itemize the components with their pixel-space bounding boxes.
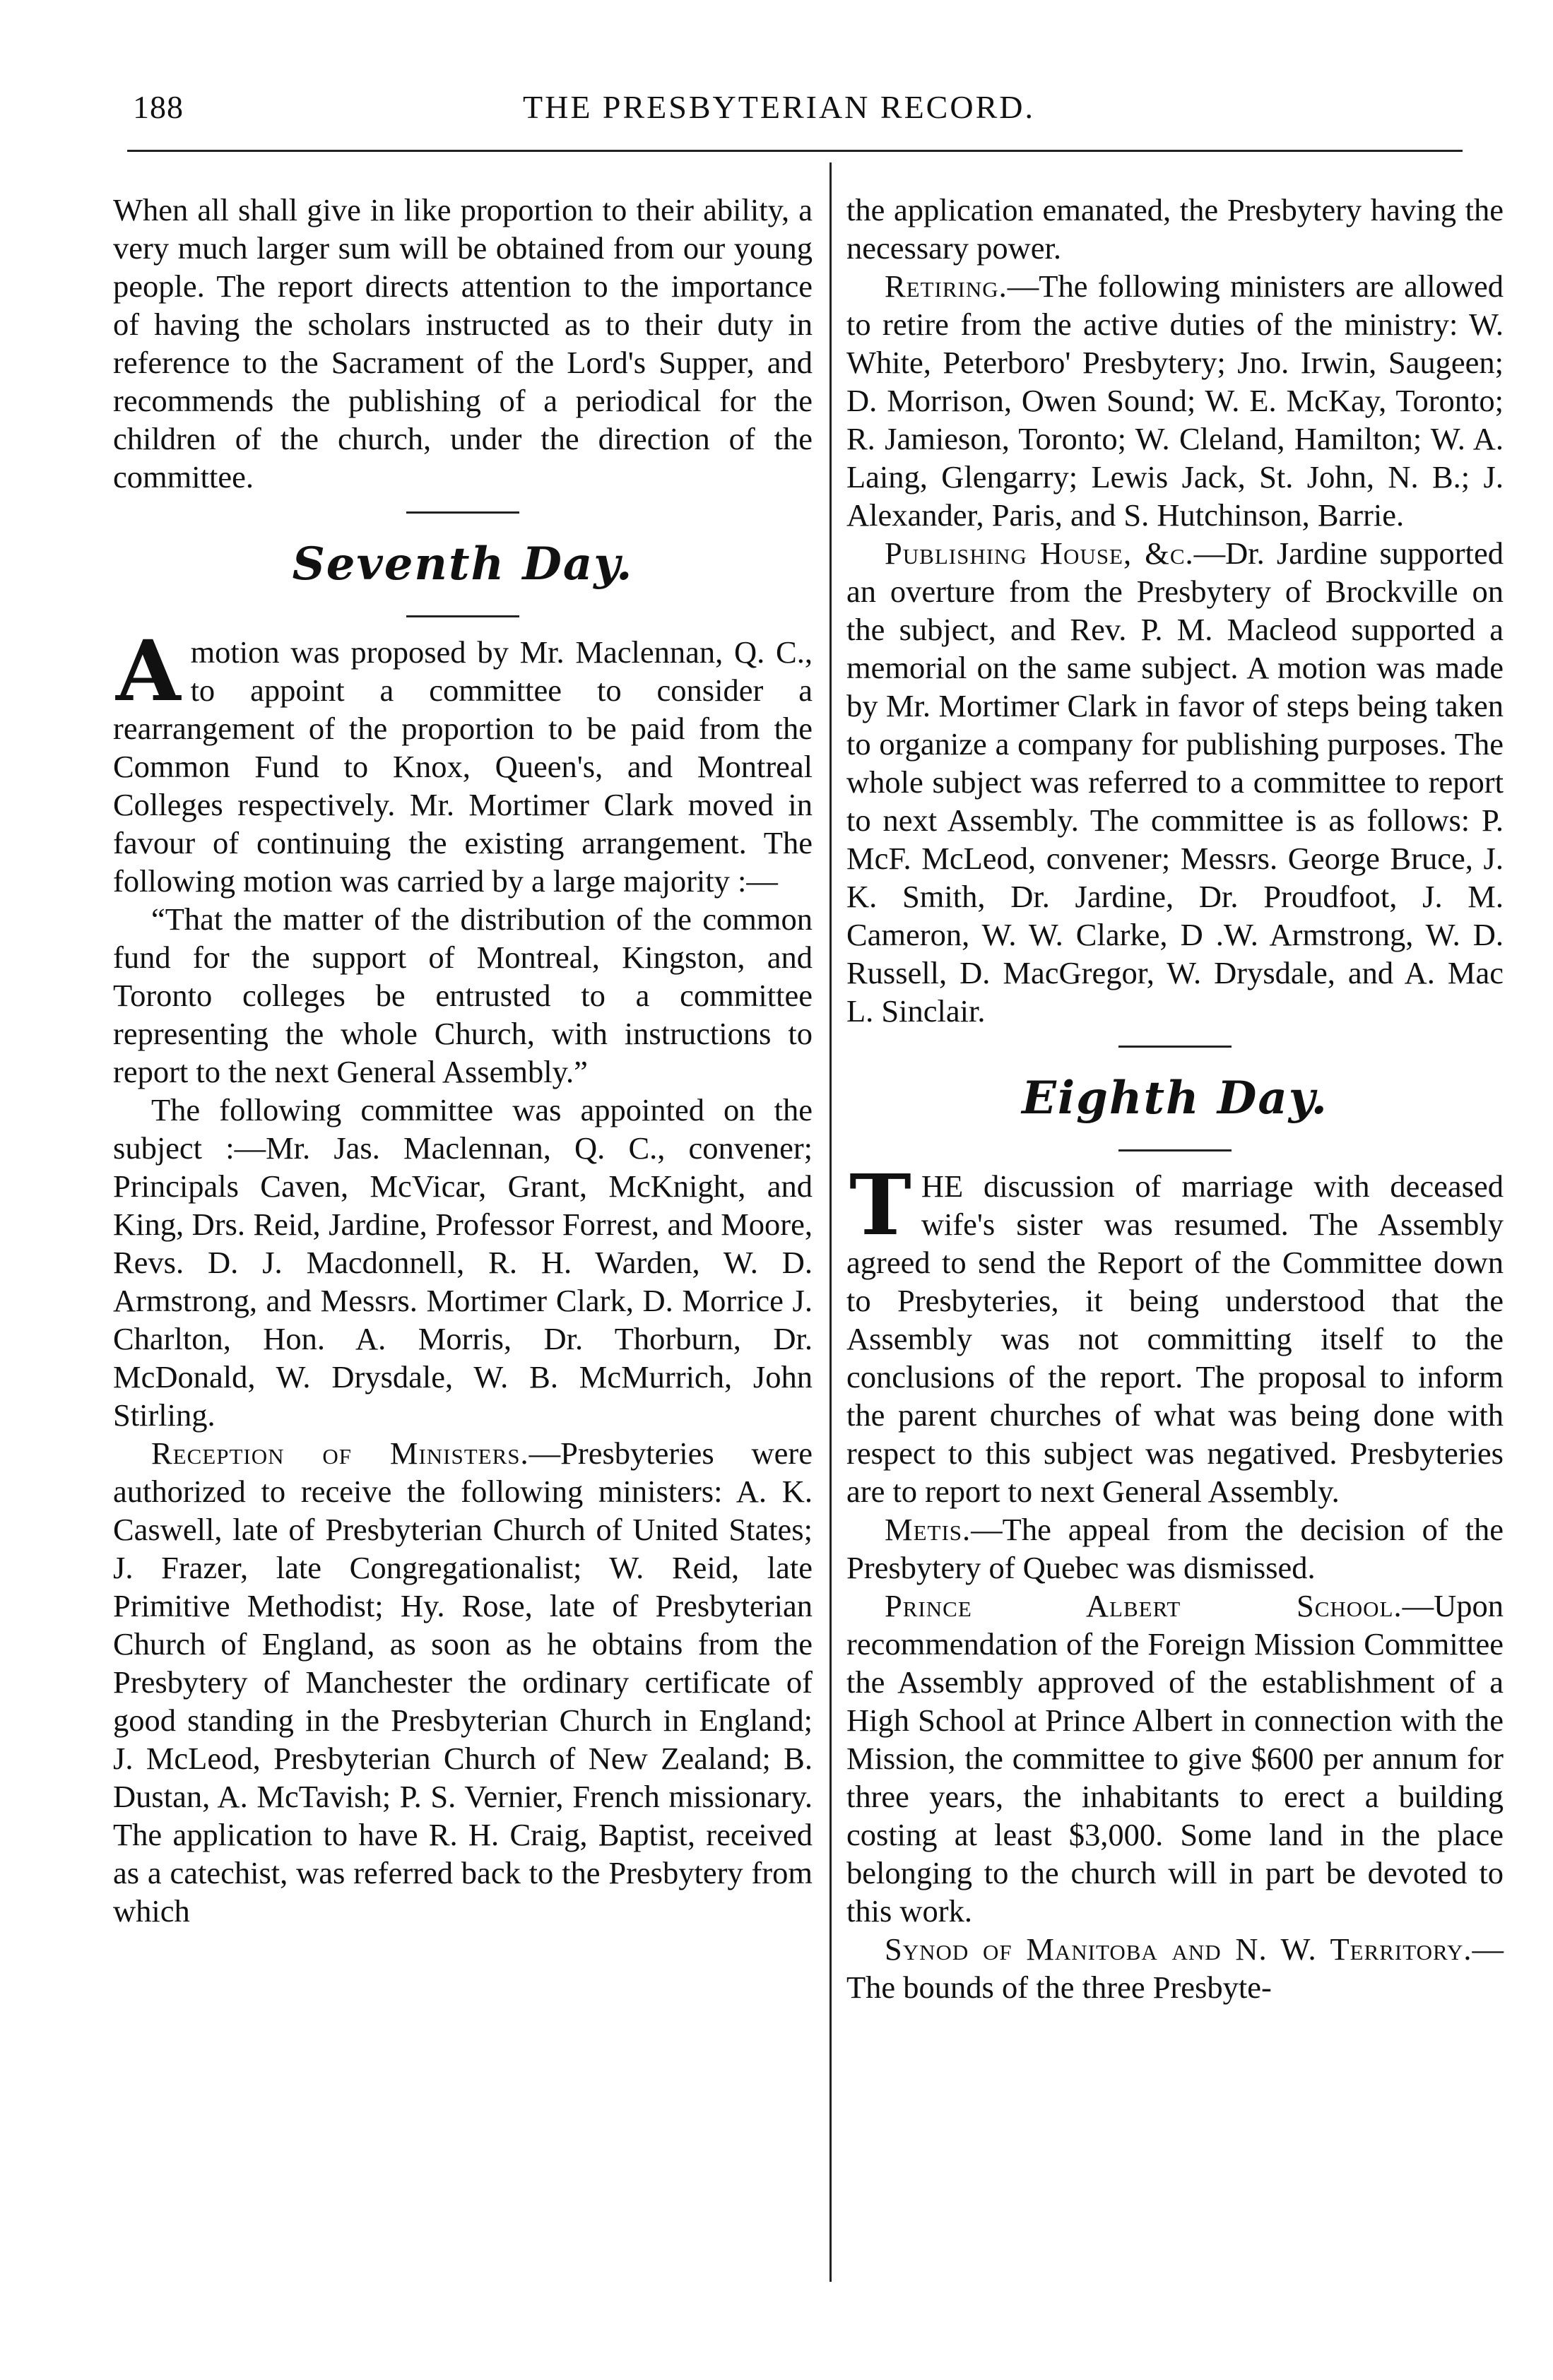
paragraph-text: —The appeal from the decision of the Presbytery of Quebec was dismissed. — [846, 1512, 1504, 1585]
paragraph: the application emanated, the Presbytery having the necessary power. — [846, 192, 1504, 266]
paragraph-text: —Upon recommendation of the Foreign Mission Committee the Assembly approved of the establishment of a High School at Prince Albert in connection with the Mission, the committee to give $600 per annum for three years, the inhabitants to erect a building costing at least $3,000. Some land in the place belonging to the church will in part be devoted to this work. — [846, 1588, 1504, 1929]
left-column — [113, 191, 813, 1930]
paragraph — [846, 1156, 1504, 1510]
heading-eighth-day: Eighth Day. — [1022, 1072, 1328, 1125]
paragraph — [113, 1434, 813, 1930]
paragraph-lead: Retiring. — [885, 268, 1008, 304]
page-header — [0, 88, 1553, 138]
section-rule — [406, 615, 519, 617]
paragraph-text: HE discussion of marriage with deceased wife's sister was resumed. The Assembly agreed to send the Report of the Committee down to Presbyteries, it being understood that the Assembly was not committing itself to the conclusions of the report. The proposal to inform the parent churches of what was being done with respect to this subject was negatived. Presbyteries are to report to next General Assembly. — [846, 1168, 1504, 1509]
running-title: THE PRESBYTERIAN RECORD. — [523, 89, 1035, 125]
paragraph-text: —Presbyteries were authorized to receive the following ministers: A. K. Caswell, late of Presbyterian Church of United States; J. Frazer, late Congregationalist; W. Reid, late Primitive Methodist; Hy. Rose, late of Presbyterian Church of England, as soon as he obtains from the Presbytery of Manchester the ordinary certificate of good standing in the Presbyterian Church in England; J. McLeod, Presbyterian Church of New Zealand; B. Dustan, A. McTavish; P. S. Vernier, French missionary. The application to have R. H. Craig, Baptist, received as a catechist, was referred back to the Presbytery from which — [113, 1435, 813, 1929]
paragraph-text: —The following ministers are allowed to retire from the active duties of the ministry: W. White, Peterboro' Presbytery; Jno. Irwin, Saugeen; D. Morrison, Owen Sound; W. E. McKay, Toronto; R. Jamieson, Toronto; W. Cleland, Hamilton; W. A. Laing, Glengarry; Lewis Jack, St. John, N. B.; J. Alexander, Paris, and S. Hutchinson, Barrie. — [846, 268, 1504, 533]
page-number: 188 — [133, 89, 184, 125]
paragraph — [846, 534, 1504, 1030]
paragraph: The following committee was appointed on the subject :—Mr. Jas. Maclennan, Q. C., convener; Principals Caven, McVicar, Grant, McKnight, and King, Drs. Reid, Jardine, Professor Forrest, and Moore, Revs. D. J. Macdonnell, R. H. Warden, W. D. Armstrong, and Messrs. Mortimer Clark, D. Morrice J. Charlton, Hon. A. Morris, Dr. Thorburn, Dr. McDonald, W. Drysdale, W. B. McMurrich, John Stirling. — [113, 1092, 813, 1433]
paragraph-text: motion was proposed by Mr. Maclennan, Q. C., to appoint a committee to consider a rearrangement of the proportion to be paid from the Common Fund to Knox, Queen's, and Montreal Colleges respectively. Mr. Mortimer Clark moved in favour of continuing the existing arrangement. The following motion was carried by a large majority :— — [113, 634, 813, 899]
paragraph-lead: Publishing House, &c. — [885, 535, 1194, 571]
paragraph-lead: Prince Albert School. — [885, 1588, 1403, 1623]
header-rule — [127, 150, 1463, 152]
section-rule — [406, 511, 519, 514]
paragraph — [846, 1587, 1504, 1930]
section-rule — [1118, 1046, 1232, 1048]
paragraph-text: —Dr. Jardine supported an overture from the Presbytery of Brockville on the subject, and Rev. P. M. Macleod supported a memorial on the same subject. A motion was made by Mr. Mortimer Clark in favor of steps being taken to organize a company for publishing purposes. The whole subject was referred to a committee to report to next Assembly. The committee is as follows: P. McF. McLeod, convener; Messrs. George Bruce, J. K. Smith, Dr. Jardine, Dr. Proudfoot, J. M. Cameron, W. W. Clarke, D .W. Armstrong, W. D. Russell, D. MacGregor, W. Drysdale, and A. Mac L. Sinclair. — [846, 535, 1504, 1029]
paragraph-text: —The bounds of the three Presbyte- — [846, 1931, 1504, 2005]
paragraph — [846, 1930, 1504, 2006]
paragraph-lead: Reception of Ministers. — [151, 1435, 529, 1471]
right-column — [846, 191, 1504, 2006]
section-rule — [1118, 1149, 1232, 1151]
drop-cap: T — [849, 1156, 911, 1254]
column-divider — [829, 162, 832, 2282]
paragraph — [113, 622, 813, 900]
paragraph-quote: “That the matter of the distribution of the common fund for the support of Montreal, Kingston, and Toronto colleges be entrusted to a committee representing the whole Church, with instructions to report to the next General Assembly.” — [113, 901, 813, 1089]
paragraph — [846, 267, 1504, 534]
drop-cap: A — [116, 622, 181, 720]
heading-seventh-day: Seventh Day. — [292, 538, 634, 591]
paragraph-lead: Synod of Manitoba and N. W. Territory. — [885, 1931, 1472, 1967]
paragraph-lead: Metis. — [885, 1512, 972, 1547]
paragraph — [846, 1510, 1504, 1587]
paragraph: When all shall give in like proportion to their ability, a very much larger sum will be obtained from our young people. The report directs attention to the importance of having the scholars instructed as to their duty in reference to the Sacrament of the Lord's Supper, and recommends the publishing of a periodical for the children of the church, under the direction of the committee. — [113, 192, 813, 495]
